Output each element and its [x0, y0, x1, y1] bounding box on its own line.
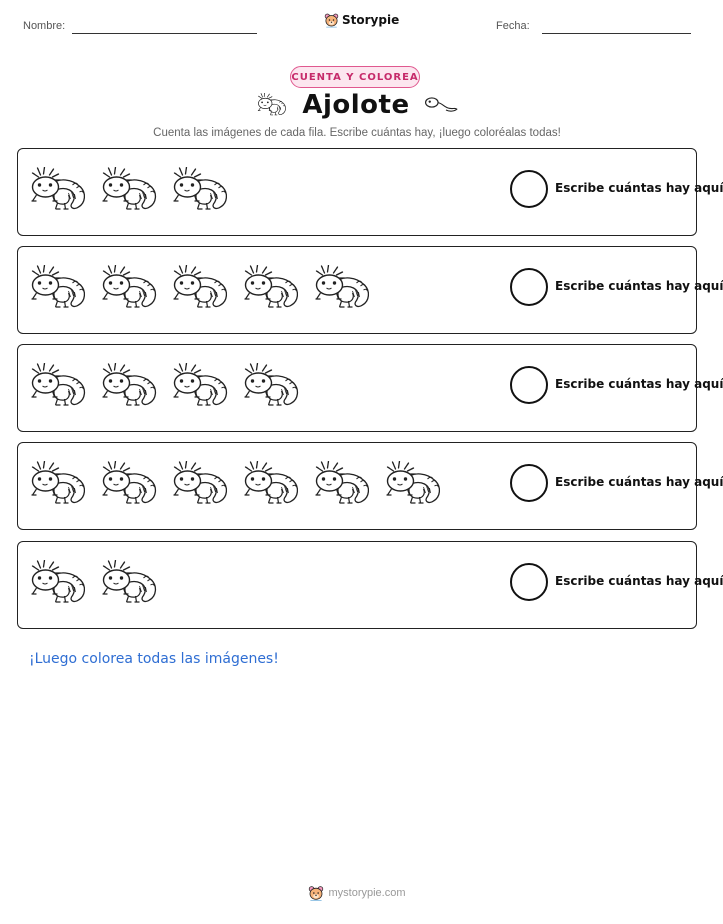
date-field-line[interactable]	[542, 33, 691, 34]
axolotl-icon	[170, 461, 231, 507]
instructions: Cuenta las imágenes de cada fila. Escribe cuántas hay, ¡luego coloréalas todas!	[153, 127, 561, 139]
axolotl-icon	[241, 363, 302, 409]
answer-label: Escribe cuántas hay aquí	[555, 279, 723, 293]
axolotl-icon	[170, 363, 231, 409]
axolotl-icon	[312, 461, 373, 507]
axolotl-icon	[241, 461, 302, 507]
answer-label: Escribe cuántas hay aquí	[555, 475, 723, 489]
axolotl-icon	[383, 461, 444, 507]
counting-row	[17, 344, 723, 432]
brand-logo	[324, 12, 399, 28]
row-images	[28, 265, 373, 311]
answer-label: Escribe cuántas hay aquí	[555, 377, 723, 391]
axolotl-icon	[99, 363, 160, 409]
axolotl-icon	[312, 265, 373, 311]
axolotl-icon	[28, 265, 89, 311]
counting-row	[17, 541, 723, 629]
activity-badge: CUENTA Y COLOREA	[290, 66, 420, 88]
storypie-logo-icon	[324, 12, 339, 28]
row-images	[28, 461, 444, 507]
row-images	[28, 363, 302, 409]
name-label: Nombre:	[23, 20, 66, 32]
answer-circle[interactable]	[510, 268, 548, 306]
axolotl-icon	[241, 265, 302, 311]
axolotl-icon	[99, 265, 160, 311]
counting-row	[17, 442, 723, 530]
axolotl-icon	[28, 167, 89, 213]
axolotl-icon	[256, 93, 288, 117]
name-field-line[interactable]	[72, 33, 257, 34]
axolotl-icon	[99, 167, 160, 213]
axolotl-icon	[99, 560, 160, 606]
answer-label: Escribe cuántas hay aquí	[555, 574, 723, 588]
axolotl-icon	[170, 167, 231, 213]
date-label: Fecha:	[496, 20, 530, 32]
row-images	[28, 560, 160, 606]
title-row	[0, 90, 714, 120]
counting-row	[17, 246, 723, 334]
row-images	[28, 167, 231, 213]
axolotl-icon	[28, 560, 89, 606]
axolotl-icon	[28, 461, 89, 507]
color-note: ¡Luego colorea todas las imágenes!	[29, 651, 279, 667]
axolotl-icon	[28, 363, 89, 409]
answer-circle[interactable]	[510, 563, 548, 601]
axolotl-icon	[99, 461, 160, 507]
axolotl-icon	[170, 265, 231, 311]
page-title: Ajolote	[302, 90, 410, 120]
site-url: mystorypie.com	[328, 887, 406, 899]
counting-row	[17, 148, 723, 236]
tadpole-icon	[424, 95, 458, 115]
answer-circle[interactable]	[510, 366, 548, 404]
answer-label: Escribe cuántas hay aquí	[555, 181, 723, 195]
site-footer	[0, 884, 714, 902]
brand-name: Storypie	[342, 13, 400, 27]
answer-circle[interactable]	[510, 170, 548, 208]
storypie-logo-icon	[308, 884, 324, 902]
answer-circle[interactable]	[510, 464, 548, 502]
